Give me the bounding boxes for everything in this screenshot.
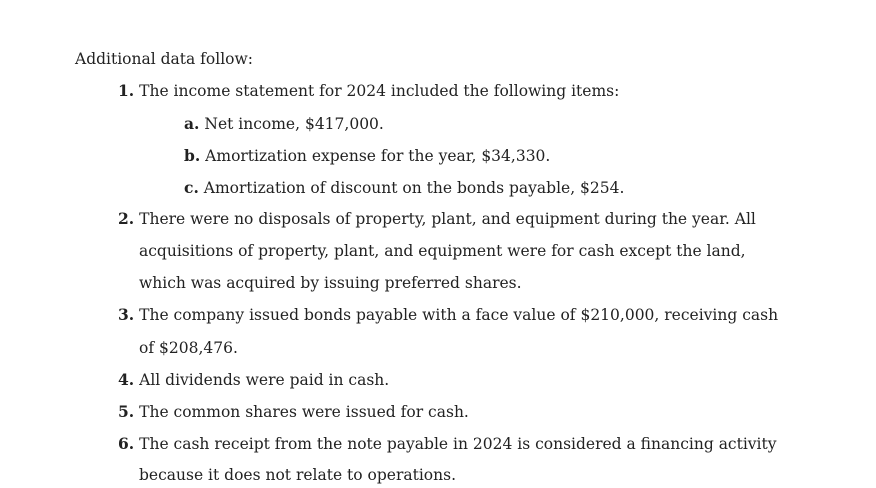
item-continuation: acquisitions of property, plant, and equipment were for cash except the land, <box>139 242 746 260</box>
item-continuation: of $208,476. <box>139 339 238 357</box>
item-number: 2. <box>118 209 135 228</box>
list-item-1 <box>118 81 619 101</box>
item-number: 1. <box>118 81 135 100</box>
subitem-a <box>184 114 384 134</box>
item-number: 3. <box>118 305 135 324</box>
subitem-c <box>184 178 624 198</box>
subitem-letter: c. <box>184 178 199 197</box>
item-text: The common shares were issued for cash. <box>139 403 469 421</box>
list-item-6 <box>118 434 777 454</box>
item-text: The income statement for 2024 included the following items: <box>139 82 620 100</box>
item-continuation: because it does not relate to operations. <box>139 466 457 484</box>
item-text: There were no disposals of property, plant, and equipment during the year. All <box>139 210 756 228</box>
item-continuation: which was acquired by issuing preferred shares. <box>139 274 522 292</box>
subitem-text: Net income, $417,000. <box>204 115 384 133</box>
item-text: The cash receipt from the note payable in 2024 is considered a financing activity <box>139 435 777 453</box>
item-number: 6. <box>118 434 135 453</box>
item-text: The company issued bonds payable with a face value of $210,000, receiving cash <box>139 306 779 324</box>
item-number: 5. <box>118 402 135 421</box>
subitem-letter: b. <box>184 146 201 165</box>
intro-text: Additional data follow: <box>75 50 253 68</box>
list-item-3 <box>118 305 778 325</box>
list-item-4 <box>118 370 389 390</box>
item-number: 4. <box>118 370 135 389</box>
subitem-text: Amortization expense for the year, $34,330. <box>205 147 551 165</box>
list-item-5 <box>118 402 469 422</box>
item-text: All dividends were paid in cash. <box>139 371 390 389</box>
subitem-letter: a. <box>184 114 200 133</box>
subitem-text: Amortization of discount on the bonds payable, $254. <box>203 179 625 197</box>
list-item-2 <box>118 209 756 229</box>
subitem-b <box>184 146 550 166</box>
